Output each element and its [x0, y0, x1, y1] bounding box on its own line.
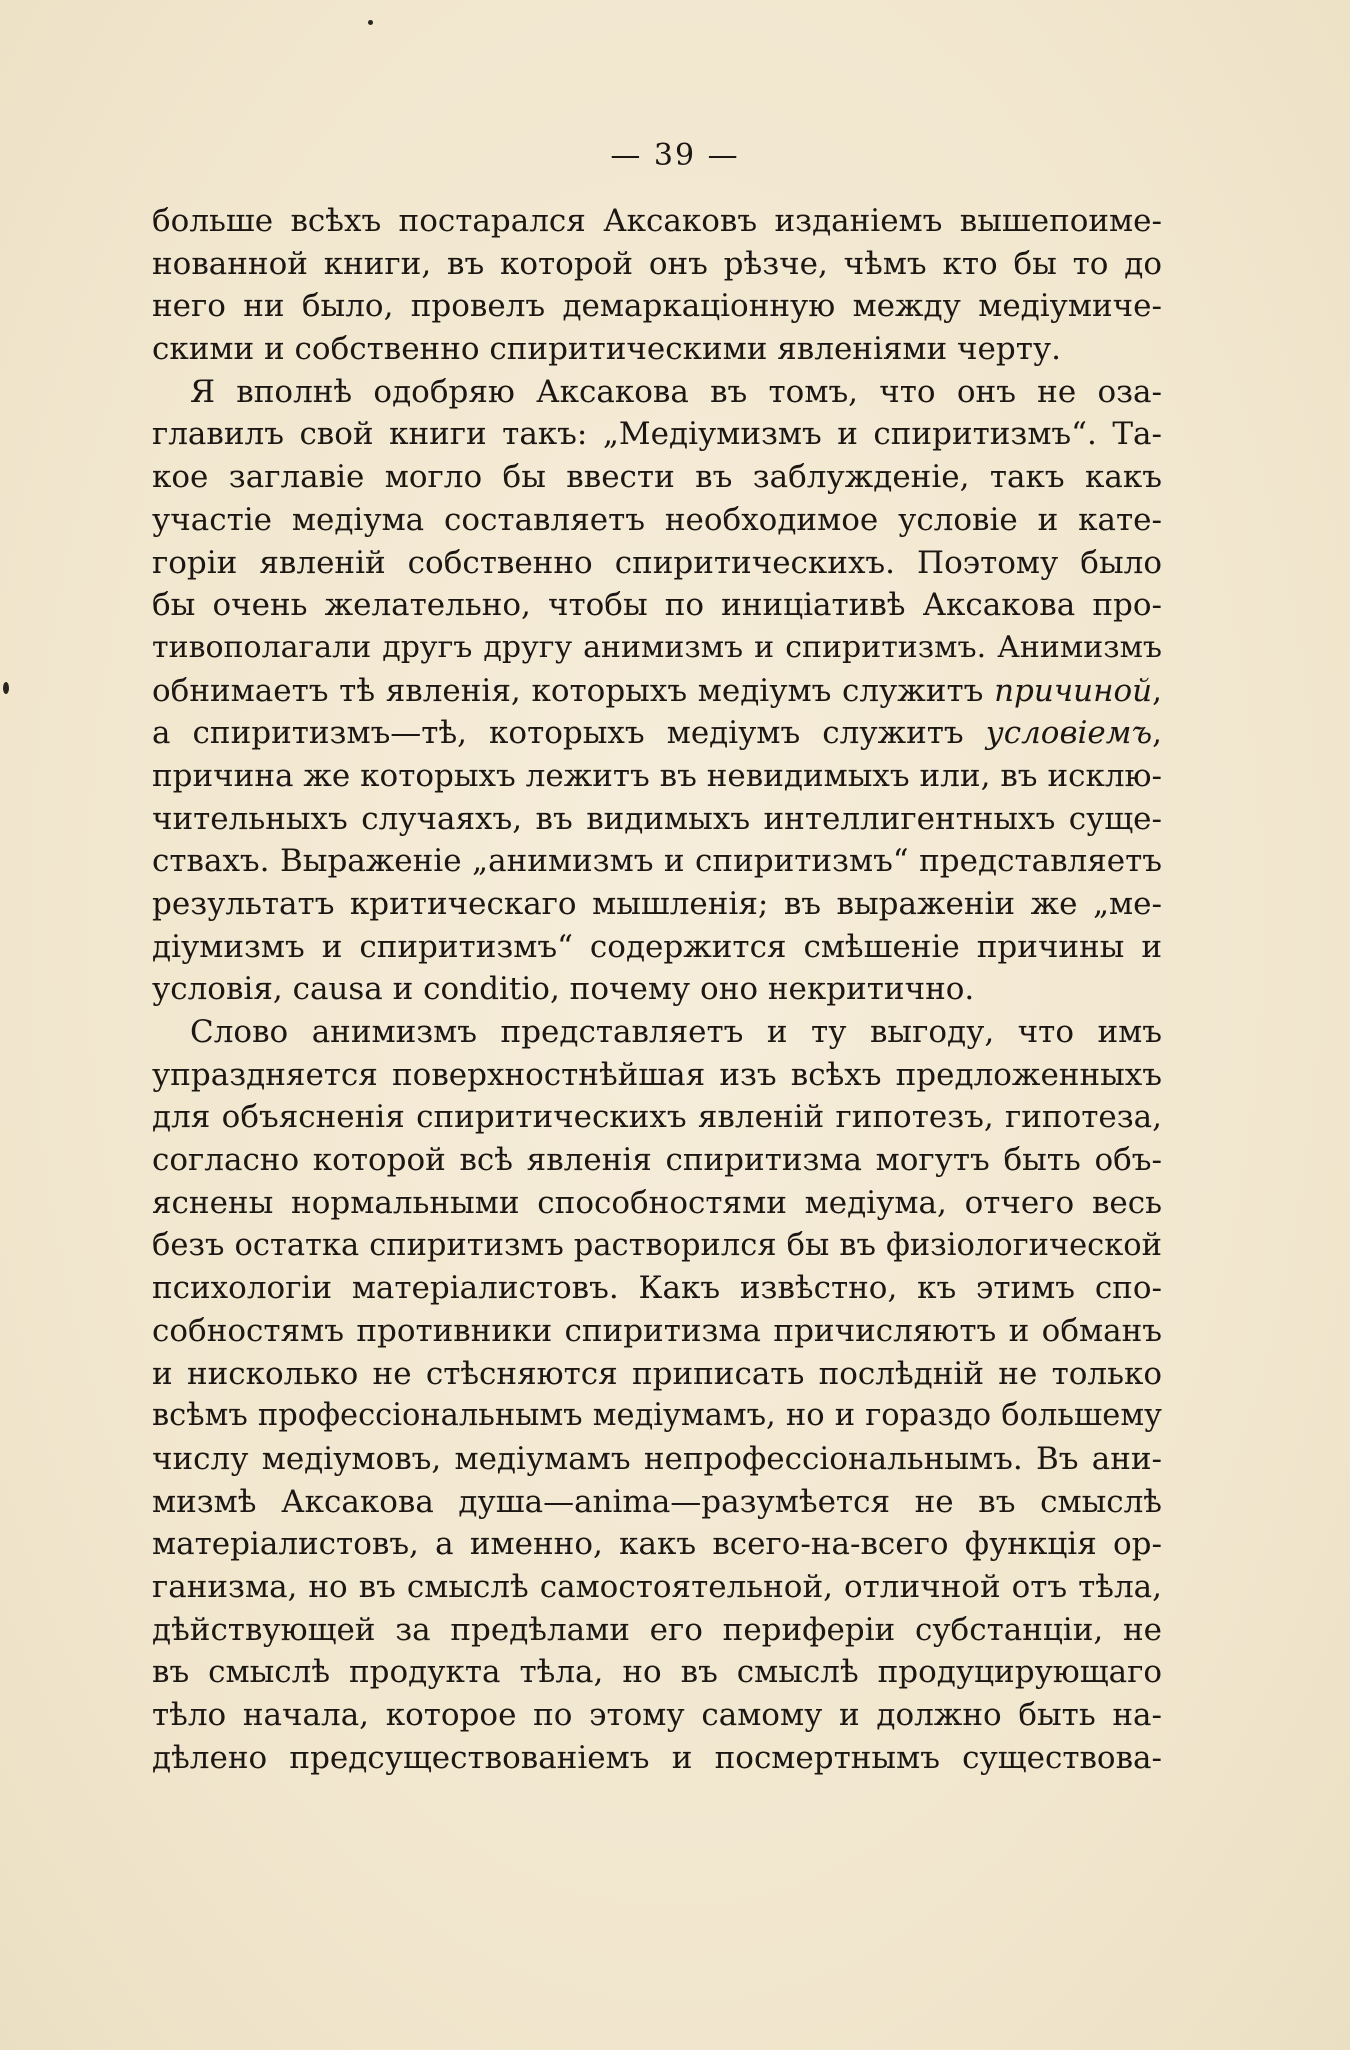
- text-line-content: участіе медіума составляетъ необходимое условіе и кате-: [152, 501, 1162, 538]
- text-line-content: него ни было, провелъ демаркаціонную между медіумиче-: [152, 288, 1162, 325]
- text-line-content: чительныхъ случаяхъ, въ видимыхъ интеллигентныхъ суще-: [152, 800, 1162, 837]
- text-line-content: дѣлено предсуществованіемъ и посмертнымъ существова-: [152, 1739, 1162, 1776]
- text-line: [152, 1438, 1162, 1481]
- trailing-punctuation: ,: [1152, 715, 1162, 752]
- text-line-content: ганизма, но въ смыслѣ самостоятельной, отличной отъ тѣла,: [152, 1569, 1162, 1605]
- text-line-content: и нисколько не стѣсняются приписать послѣдній не только: [152, 1355, 1162, 1392]
- text-line: [152, 840, 1162, 883]
- ink-speck-left-margin: [3, 682, 9, 694]
- ink-speck-top: [368, 20, 373, 25]
- text-line-content: обнимаетъ тѣ явленія, которыхъ медіумъ служитъ: [152, 672, 995, 709]
- text-line-content: діумизмъ и спиритизмъ“ содержится смѣшеніе причины и: [152, 928, 1162, 965]
- text-line: [152, 670, 1162, 713]
- text-line-content: больше всѣхъ постарался Аксаковъ изданіемъ вышепоиме-: [152, 203, 1162, 239]
- text-line: [152, 542, 1162, 585]
- italic-term: причиной: [994, 672, 1153, 709]
- text-line-content: а спиритизмъ—тѣ, которыхъ медіумъ служитъ: [152, 715, 986, 752]
- text-line: [152, 712, 1162, 755]
- text-line: [152, 755, 1162, 798]
- trailing-punctuation: ,: [1152, 672, 1162, 709]
- text-line-content: бы очень желательно, чтобы по иниціативѣ Аксакова про-: [152, 587, 1162, 624]
- text-line-content: скими и собственно спиритическими явленіями черту.: [152, 331, 1061, 368]
- text-line: [152, 1651, 1162, 1694]
- text-line: [152, 1011, 1162, 1054]
- text-line-content: тѣло начала, которое по этому самому и должно быть на-: [152, 1697, 1162, 1734]
- text-line: [152, 243, 1162, 286]
- text-line-content: яснены нормальными способностями медіума, отчего весь: [152, 1184, 1162, 1221]
- text-line: [152, 1139, 1162, 1182]
- text-line: [152, 798, 1162, 841]
- text-line-content: Я вполнѣ одобряю Аксакова въ томъ, что онъ не оза-: [190, 373, 1162, 410]
- text-line: [152, 1395, 1162, 1438]
- text-line: [152, 584, 1162, 627]
- text-line: [152, 200, 1162, 243]
- text-line-content: собностямъ противники спиритизма причисляютъ и обманъ: [152, 1312, 1162, 1349]
- text-line: [152, 456, 1162, 499]
- text-line: [152, 926, 1162, 969]
- text-line: [152, 1694, 1162, 1737]
- text-line: [152, 1523, 1162, 1566]
- text-line-content: согласно которой всѣ явленія спиритизма могутъ быть объ-: [152, 1142, 1162, 1179]
- text-line-content: условія, causa и conditio, почему оно некритично.: [152, 971, 975, 1008]
- text-line-content: всѣмъ профессіональнымъ медіумамъ, но и гораздо большему: [152, 1398, 1162, 1434]
- text-line-content: въ смыслѣ продукта тѣла, но въ смыслѣ продуцирующаго: [152, 1654, 1162, 1691]
- text-line: [152, 1310, 1162, 1353]
- text-line: [152, 627, 1162, 670]
- text-line-content: нованной книги, въ которой онъ рѣзче, чѣмъ кто бы то до: [152, 245, 1162, 282]
- page-number: — 39 —: [610, 138, 740, 173]
- text-line-content: матеріалистовъ, а именно, какъ всего-на-всего функція ор-: [152, 1526, 1162, 1563]
- text-line-content: для объясненія спиритическихъ явленій гипотезъ, гипотеза,: [152, 1099, 1162, 1136]
- text-line: [152, 1096, 1162, 1139]
- text-line: [152, 1182, 1162, 1225]
- text-line: [152, 499, 1162, 542]
- text-line: [152, 371, 1162, 414]
- text-line-content: дѣйствующей за предѣлами его периферіи субстанціи, не: [152, 1611, 1162, 1648]
- text-line-content: кое заглавіе могло бы ввести въ заблужденіе, такъ какъ: [152, 459, 1162, 496]
- body-text: [152, 200, 1162, 1779]
- text-line-content: главилъ свой книги такъ: „Медіумизмъ и спиритизмъ“. Та-: [152, 416, 1162, 453]
- text-line: [152, 328, 1162, 371]
- text-line-content: упраздняется поверхностнѣйшая изъ всѣхъ предложенныхъ: [152, 1056, 1162, 1093]
- text-line: [152, 1353, 1162, 1396]
- text-line: [152, 285, 1162, 328]
- text-line-content: горіи явленій собственно спиритическихъ. Поэтому было: [152, 544, 1162, 581]
- italic-term: условіемъ: [985, 715, 1153, 752]
- text-line-content: тивополагали другъ другу анимизмъ и спиритизмъ. Анимизмъ: [152, 629, 1162, 665]
- text-line-content: безъ остатка спиритизмъ растворился бы въ физіологической: [152, 1227, 1162, 1263]
- text-line-content: психологіи матеріалистовъ. Какъ извѣстно, къ этимъ спо-: [152, 1270, 1162, 1307]
- text-line-content: ствахъ. Выраженіе „анимизмъ и спиритизмъ“ представляетъ: [152, 843, 1162, 880]
- text-line-content: Слово анимизмъ представляетъ и ту выгоду, что имъ: [190, 1014, 1162, 1051]
- text-line-content: результатъ критическаго мышленія; въ выраженіи же „ме-: [152, 886, 1162, 922]
- text-line: [152, 1481, 1162, 1524]
- text-line-content: мизмѣ Аксакова душа—anima—разумѣется не въ смыслѣ: [152, 1483, 1162, 1520]
- text-line: [152, 1566, 1162, 1609]
- text-line: [152, 1737, 1162, 1780]
- text-line: [152, 1609, 1162, 1652]
- text-line: [152, 1267, 1162, 1310]
- text-line-content: числу медіумовъ, медіумамъ непрофессіональнымъ. Въ ани-: [152, 1440, 1162, 1477]
- text-line: [152, 883, 1162, 926]
- text-line: [152, 968, 1162, 1011]
- text-line: [152, 413, 1162, 456]
- text-line: [152, 1225, 1162, 1268]
- text-line: [152, 1054, 1162, 1097]
- text-line-content: причина же которыхъ лежитъ въ невидимыхъ или, въ исклю-: [152, 757, 1162, 794]
